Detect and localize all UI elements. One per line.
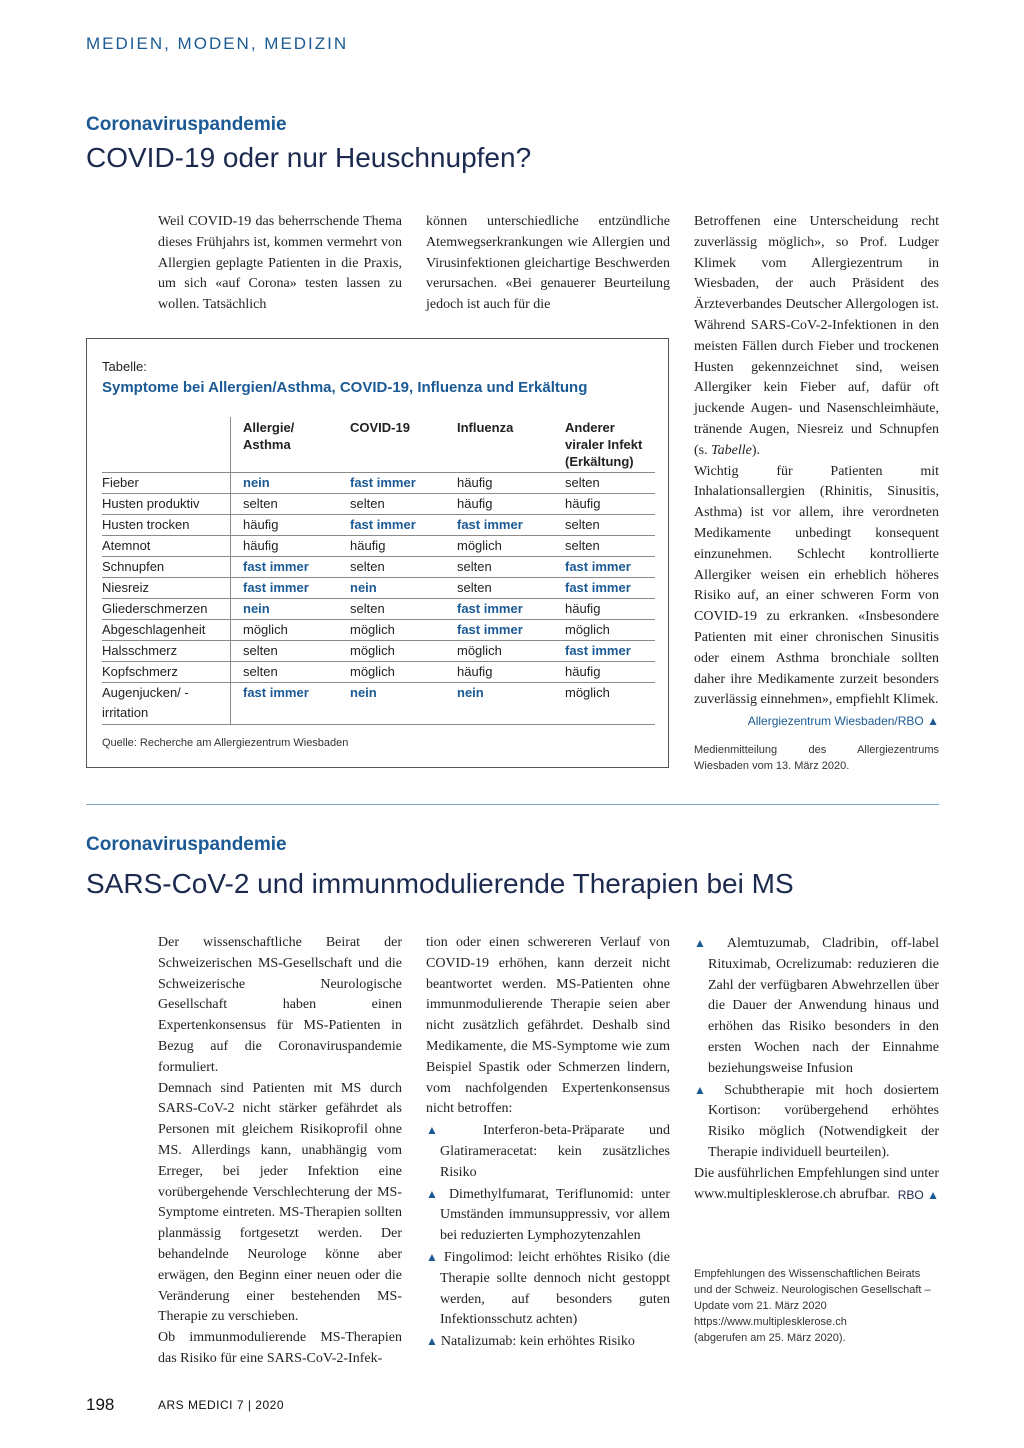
table-cell-symptom: Halsschmerz bbox=[102, 641, 231, 662]
table-cell-value: möglich bbox=[338, 620, 445, 641]
journal-issue: ARS MEDICI 7 | 2020 bbox=[158, 1398, 284, 1412]
table-cell-value: möglich bbox=[553, 620, 655, 641]
table-row bbox=[102, 641, 655, 662]
table-row bbox=[102, 536, 655, 557]
article2-col1-paragraph-2: Demnach sind Patienten mit MS durch SARS-CoV-2 nicht stärker gefährdet als Personen mit gleichem Risikoprofil ohne MS. Allerdings kann, unabhängig vom Erreger, bei jeder Infektion eine vorübergehende Verschlechterung der MS-Symptome eintreten. MS-Therapien sollten planmässig fortgesetzt werden. Der behandelnde Neurologe könne aber erwägen, den Beginn einer neuen oder die Veränderung einer bestehenden MS-Therapie zu verschieben. bbox=[158, 1080, 402, 1325]
table-cell-value: häufig bbox=[445, 662, 553, 683]
table-header-covid: COVID-19 bbox=[338, 417, 445, 473]
bullet-text: Natalizumab: kein erhöhtes Risiko bbox=[440, 1334, 635, 1350]
table-cell-value: selten bbox=[338, 557, 445, 578]
bullet-text: Alemtuzumab, Cladribin, off-label Rituximab, Ocrelizumab: reduzieren die Zahl der verfügbaren Abwehrzellen über die Dauer der Anwendung hinaus und erhöhen das Risiko besonders in den ersten Wochen nach der Einnahme beziehungsweise Infusion bbox=[708, 936, 939, 1076]
table-cell-value: fast immer bbox=[231, 557, 339, 578]
table-cell-value: selten bbox=[338, 494, 445, 515]
symptom-table-box bbox=[86, 338, 669, 768]
table-cell-value: fast immer bbox=[553, 557, 655, 578]
table-cell-value: häufig bbox=[553, 599, 655, 620]
article2-bullets-col2 bbox=[426, 1120, 670, 1353]
article1-col2-text: können unterschiedliche entzündliche Atemwegserkrankungen wie Allergien und Virusinfektionen gleichartige Beschwerden verursachen. «Bei genauerer Beurteilung jedoch ist auch für die bbox=[426, 214, 670, 313]
table-row bbox=[102, 473, 655, 494]
table-cell-value: häufig bbox=[445, 494, 553, 515]
bullet-text: Schubtherapie mit hoch dosiertem Kortison: vorübergehend erhöhtes Risiko möglich (Notwendigkeit der Therapie individuell beurteilen). bbox=[708, 1082, 939, 1160]
table-cell-symptom: Abgeschlagenheit bbox=[102, 620, 231, 641]
table-header-row bbox=[102, 417, 655, 473]
table-cell-value: selten bbox=[553, 536, 655, 557]
table-cell-symptom: Husten trocken bbox=[102, 515, 231, 536]
article1-signature-line bbox=[694, 711, 939, 732]
article2-source-line-1: Empfehlungen des Wissenschaftlichen Beirats und der Schweiz. Neurologischen Gesellschaft – Update vom 21. März 2020 bbox=[694, 1268, 931, 1312]
table-cell-value: fast immer bbox=[338, 515, 445, 536]
table-cell-value: nein bbox=[445, 683, 553, 725]
table-header-allergy: Allergie/ Asthma bbox=[231, 417, 339, 473]
table-cell-value: möglich bbox=[338, 662, 445, 683]
bullet-triangle-icon: ▲ bbox=[426, 1249, 444, 1264]
article2-source-url: https://www.multiplesklerose.ch bbox=[694, 1316, 847, 1328]
table-cell-value: möglich bbox=[553, 683, 655, 725]
table-cell-symptom: Fieber bbox=[102, 473, 231, 494]
table-cell-value: häufig bbox=[231, 515, 339, 536]
article1-title: COVID-19 oder nur Heuschnupfen? bbox=[86, 142, 532, 173]
page-number: 198 bbox=[86, 1395, 115, 1414]
end-triangle-icon: ▲ bbox=[927, 1188, 939, 1203]
table-cell-value: häufig bbox=[553, 494, 655, 515]
table-source: Quelle: Recherche am Allergiezentrum Wiesbaden bbox=[102, 737, 349, 749]
table-cell-value: fast immer bbox=[445, 620, 553, 641]
table-cell-value: fast immer bbox=[553, 641, 655, 662]
table-cell-value: selten bbox=[231, 662, 339, 683]
table-cell-value: selten bbox=[553, 473, 655, 494]
table-cell-value: nein bbox=[231, 599, 339, 620]
table-cell-value: möglich bbox=[445, 536, 553, 557]
article2-col1-paragraph-1: Der wissenschaftliche Beirat der Schweizerischen MS-Gesellschaft und die Schweizerische Neurologische Gesellschaft haben einen Expertenkonsensus für MS-Patienten in Bezug auf die Coronaviruspandemie formuliert. bbox=[158, 935, 402, 1075]
bullet-text: Interferon-beta-Präparate und Glatirameracetat: kein zusätzliches Risiko bbox=[440, 1123, 670, 1180]
symptom-table bbox=[102, 417, 655, 725]
table-cell-symptom: Atemnot bbox=[102, 536, 231, 557]
article2-signature: RBO bbox=[897, 1188, 924, 1203]
table-cell-value: nein bbox=[338, 683, 445, 725]
article1-column-2 bbox=[426, 212, 670, 316]
table-cell-value: häufig bbox=[338, 536, 445, 557]
table-cell-symptom: Gliederschmerzen bbox=[102, 599, 231, 620]
article2-title: SARS-CoV-2 und immunmodulierende Therapien bei MS bbox=[86, 868, 794, 899]
bullet-triangle-icon: ▲ bbox=[426, 1334, 441, 1349]
article2-column-2 bbox=[426, 933, 670, 1353]
article1-kicker: Coronaviruspandemie bbox=[86, 114, 287, 135]
section-header: MEDIEN, MODEN, MEDIZIN bbox=[86, 34, 349, 53]
article1-col3-p1-text: Betroffenen eine Unterscheidung recht zuverlässig möglich», so Prof. Ludger Klimek vom Allergiezentrum in Wiesbaden, der auch Präsident des Ärzteverbandes Deutscher Allergologen ist. Während SARS-CoV-2-Infektionen in den meisten Fällen durch Fieber und trockenen Husten gekennzeichnet sind, weisen Allergiker kein Fieber auf, dafür oft juckende Augen- und Nasenschleimhäute, tränende Augen, Niesreiz und Schnupfen (s. bbox=[694, 214, 939, 458]
article2-column-1 bbox=[158, 933, 402, 1370]
table-cell-value: selten bbox=[445, 578, 553, 599]
article1-source-note: Medienmitteilung des Allergiezentrums Wiesbaden vom 13. März 2020. bbox=[694, 744, 939, 772]
table-cell-value: fast immer bbox=[553, 578, 655, 599]
end-triangle-icon: ▲ bbox=[927, 714, 939, 729]
section-divider bbox=[86, 804, 939, 805]
table-row bbox=[102, 557, 655, 578]
table-cell-symptom: Niesreiz bbox=[102, 578, 231, 599]
table-cell-value: möglich bbox=[338, 641, 445, 662]
table-cell-value: nein bbox=[338, 578, 445, 599]
article1-col3-p1-end: ). bbox=[751, 442, 761, 458]
table-cell-value: fast immer bbox=[231, 683, 339, 725]
table-header-empty bbox=[102, 417, 231, 473]
table-row bbox=[102, 599, 655, 620]
table-body bbox=[102, 473, 655, 725]
table-cell-value: fast immer bbox=[338, 473, 445, 494]
table-cell-value: möglich bbox=[445, 641, 553, 662]
article2-kicker: Coronaviruspandemie bbox=[86, 834, 287, 855]
table-row bbox=[102, 578, 655, 599]
table-cell-value: selten bbox=[338, 599, 445, 620]
bullet-item bbox=[426, 1247, 670, 1331]
table-row bbox=[102, 515, 655, 536]
article1-col3-paragraph-2: Wichtig für Patienten mit Inhalationsallergien (Rhinitis, Sinusitis, Asthma) ist vor allem, ihre verordneten Medikamente unbedingt konsequent einzunehmen. Schlecht kontrollierte Allergiker weisen ein erheblich höheres Risiko auf, an einer schweren Form von COVID-19 zu erkranken. «Insbesondere Patienten mit einer chronischen Sinusitis oder einem Asthma bronchiale sollten daher ihre Medikamente zurzeit besonders zuverlässig einnehmen», empfiehlt Klimek. bbox=[694, 463, 939, 708]
article2-col2-intro: tion oder einen schwereren Verlauf von COVID-19 erhöhen, kann derzeit nicht beantwortet werden. MS-Patienten ohne immunmodulierende Therapie seien aber nicht zusätzlich gefährdet. Deshalb sind Medikamente, die MS-Symptome wie zum Beispiel Spastik oder Schmerzen lindern, vom nachfolgenden Expertenkonsensus nicht betroffen: bbox=[426, 935, 670, 1117]
article2-column-3 bbox=[694, 933, 939, 1206]
table-row bbox=[102, 494, 655, 515]
table-title: Symptome bei Allergien/Asthma, COVID-19, Influenza und Erkältung bbox=[102, 379, 588, 396]
table-label: Tabelle: bbox=[102, 359, 147, 374]
table-header-influenza: Influenza bbox=[445, 417, 553, 473]
bullet-triangle-icon: ▲ bbox=[694, 936, 727, 950]
bullet-item bbox=[426, 1184, 670, 1247]
table-cell-value: fast immer bbox=[445, 515, 553, 536]
table-row bbox=[102, 662, 655, 683]
bullet-text: Fingolimod: leicht erhöhtes Risiko (die Therapie sollte dennoch nicht gestoppt werden, auf besonders guten Infektionsschutz achten) bbox=[440, 1249, 670, 1328]
table-cell-value: häufig bbox=[553, 662, 655, 683]
table-cell-value: selten bbox=[553, 515, 655, 536]
bullet-triangle-icon: ▲ bbox=[426, 1123, 483, 1138]
table-row bbox=[102, 683, 655, 725]
bullet-item bbox=[694, 933, 939, 1080]
table-cell-symptom: Kopfschmerz bbox=[102, 662, 231, 683]
bullet-triangle-icon: ▲ bbox=[694, 1082, 725, 1097]
table-cell-value: möglich bbox=[231, 620, 339, 641]
table-cell-value: nein bbox=[231, 473, 339, 494]
article1-col1-text: Weil COVID-19 das beherrschende Thema dieses Frühjahrs ist, kommen vermehrt von Allergien geplagte Patienten in die Praxis, um sich «auf Corona» testen lassen zu wollen. Tatsächlich bbox=[158, 214, 402, 313]
table-cell-symptom: Augenjucken/ -irritation bbox=[102, 683, 231, 725]
article2-source-note bbox=[694, 1266, 939, 1346]
table-cell-symptom: Husten produktiv bbox=[102, 494, 231, 515]
table-cell-value: selten bbox=[231, 494, 339, 515]
table-cell-value: selten bbox=[231, 641, 339, 662]
table-header-cold: Anderer viraler Infekt (Erkältung) bbox=[553, 417, 655, 473]
table-cell-value: häufig bbox=[445, 473, 553, 494]
article2-bullets-col3 bbox=[694, 933, 939, 1164]
article1-col3-paragraph-1 bbox=[694, 212, 939, 462]
article2-col3-end-text: Die ausführlichen Empfehlungen sind unter www.multiplesklerose.ch abrufbar. bbox=[694, 1165, 939, 1202]
article1-signature: Allergiezentrum Wiesbaden/RBO bbox=[747, 714, 924, 729]
article2-source-date: (abgerufen am 25. März 2020). bbox=[694, 1332, 846, 1344]
article2-col1-paragraph-3: Ob immunmodulierende MS-Therapien das Risiko für eine SARS-CoV-2-Infek- bbox=[158, 1330, 402, 1366]
bullet-triangle-icon: ▲ bbox=[426, 1186, 449, 1201]
table-cell-value: fast immer bbox=[231, 578, 339, 599]
table-cell-value: fast immer bbox=[445, 599, 553, 620]
bullet-item bbox=[426, 1331, 670, 1353]
bullet-item bbox=[694, 1080, 939, 1164]
table-cell-symptom: Schnupfen bbox=[102, 557, 231, 578]
table-reference: Tabelle bbox=[711, 442, 752, 458]
bullet-item bbox=[426, 1120, 670, 1183]
table-cell-value: häufig bbox=[231, 536, 339, 557]
article1-column-3 bbox=[694, 212, 939, 732]
table-row bbox=[102, 620, 655, 641]
bullet-text: Dimethylfumarat, Teriflunomid: unter Umständen immunsuppressiv, vor allem bei reduzierten Lymphozytenzahlen bbox=[440, 1186, 670, 1244]
table-cell-value: selten bbox=[445, 557, 553, 578]
article1-column-1 bbox=[158, 212, 402, 316]
